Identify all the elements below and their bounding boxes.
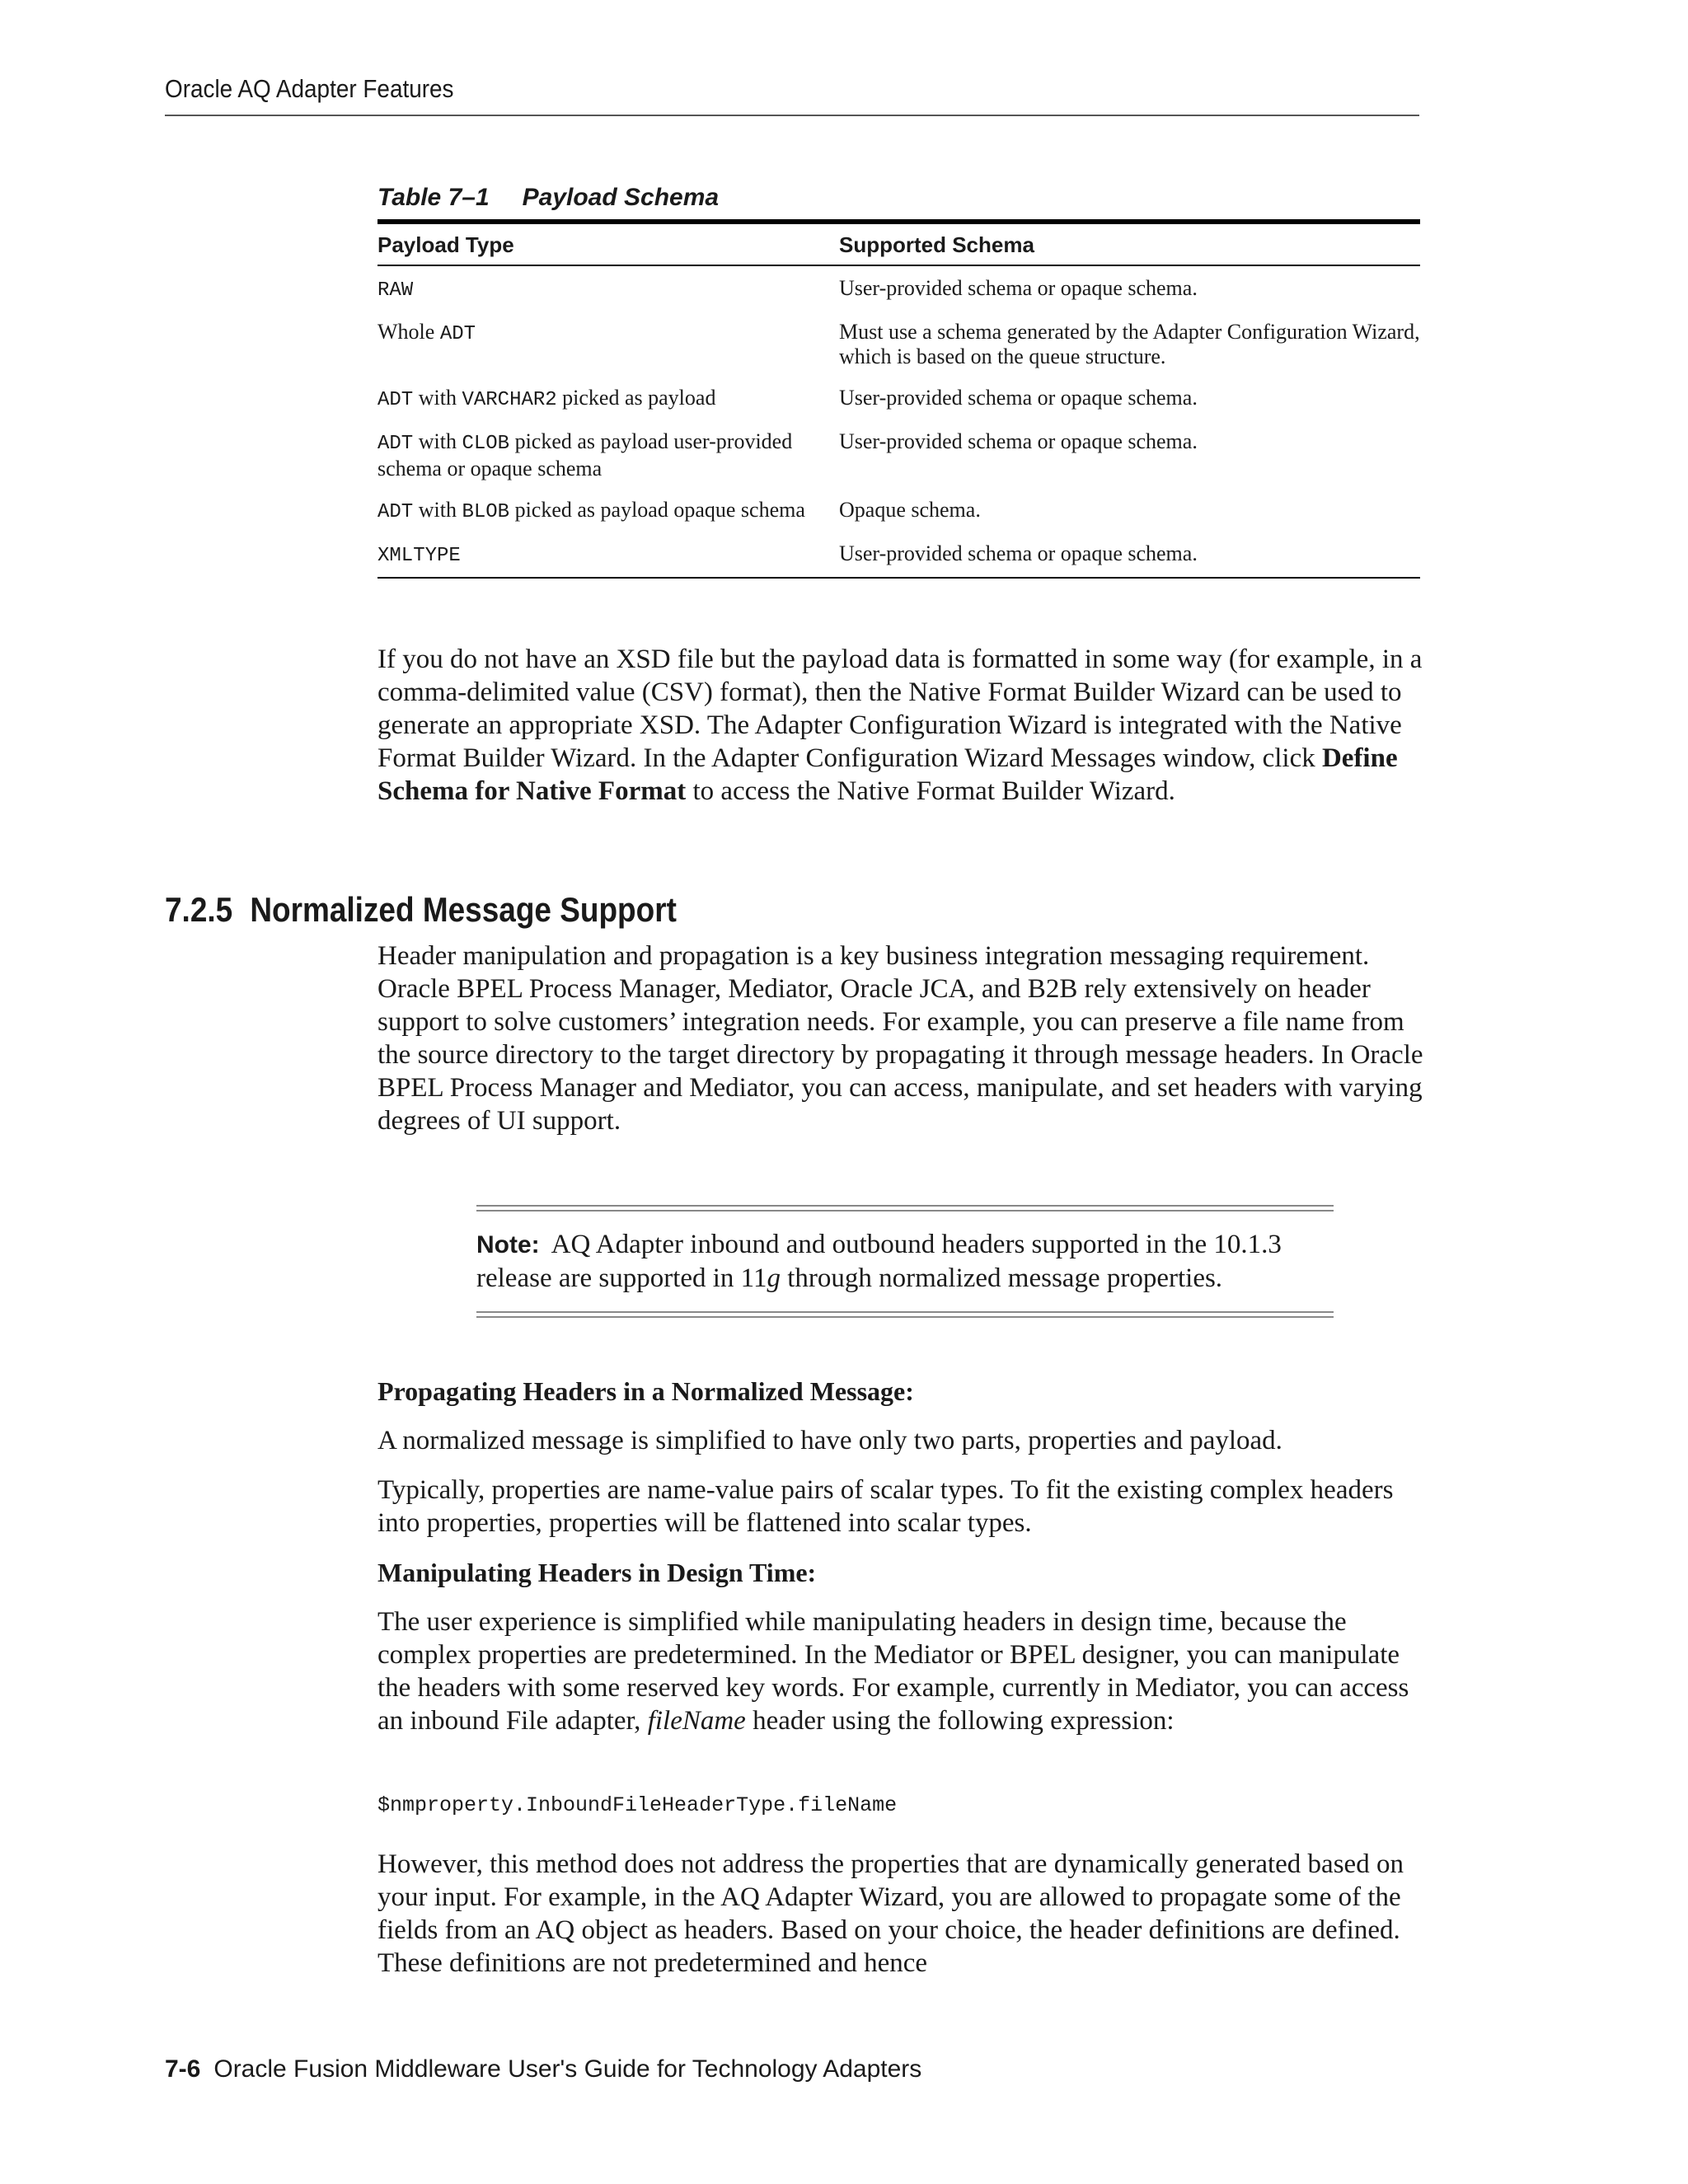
table-row [377, 312, 1420, 377]
page-footer [165, 2055, 921, 2083]
cell-payload-type [377, 533, 839, 578]
text-fragment: to access the Native Format Builder Wizard. [686, 776, 1175, 806]
code-term: XMLTYPE [377, 545, 461, 567]
manipulating-paragraph-1 [377, 1605, 1424, 1737]
text-fragment: Whole [377, 320, 440, 344]
code-term: RAW [377, 279, 414, 302]
text-fragment: If you do not have an XSD file but the payload data is formatted in some way (for example, in a comma-delimited value (CSV) format), then the Native Format Builder Wizard can be used to generate an appropriate XSD. The Adapter Configuration Wizard is integrated with the Native Format Builder Wizard. In the Adapter Configuration Wizard Messages window, click [377, 644, 1423, 773]
propagating-paragraph-2: Typically, properties are name-value pairs of scalar types. To fit the existing complex headers into properties, properties will be flattened into scalar types. [377, 1475, 1394, 1538]
table-caption [377, 184, 719, 212]
code-term: ADT [377, 389, 414, 411]
cell-supported-schema: Must use a schema generated by the Adapter Configuration Wizard, which is based on the queue structure. [839, 320, 1420, 368]
propagating-heading: Propagating Headers in a Normalized Message: [377, 1376, 914, 1406]
code-term: VARCHAR2 [462, 389, 557, 411]
cell-supported-schema: User-provided schema or opaque schema. [839, 276, 1198, 300]
table-header-row [377, 222, 1420, 265]
code-term: CLOB [462, 433, 510, 455]
column-header-supported-schema: Supported Schema [839, 222, 1420, 265]
payload-schema-table [377, 219, 1420, 579]
table-row [377, 265, 1420, 312]
intro-paragraph [377, 643, 1424, 808]
column-header-payload-type: Payload Type [377, 222, 839, 265]
code-term: ADT [377, 433, 414, 455]
cell-supported-schema: Opaque schema. [839, 498, 981, 522]
text-fragment: picked as payload user-provided schema or opaque schema [377, 429, 793, 480]
text-fragment-italic: g [767, 1263, 781, 1293]
table-caption-title: Payload Schema [522, 184, 720, 211]
note-box [476, 1205, 1334, 1318]
text-fragment: AQ Adapter inbound and outbound headers supported in the 10.1.3 release are supported in 11 [476, 1230, 1282, 1293]
section-heading [165, 890, 677, 930]
table-row [377, 377, 1420, 421]
table-row [377, 533, 1420, 578]
text-fragment: through normalized message properties. [780, 1263, 1223, 1293]
manipulating-heading: Manipulating Headers in Design Time: [377, 1558, 817, 1587]
footer-page-number: 7-6 [165, 2055, 201, 2083]
cell-supported-schema: User-provided schema or opaque schema. [839, 386, 1198, 410]
table-row [377, 421, 1420, 490]
table-row [377, 490, 1420, 533]
header-rule [165, 115, 1419, 116]
code-term: ADT [377, 501, 414, 523]
manipulating-paragraph-2: However, this method does not address the properties that are dynamically generated based on your input. For example, in the AQ Adapter Wizard, you are allowed to propagate some of the fields from an AQ object as headers. Based on your choice, the header definitions are defined. These definitions are not predetermined and hence [377, 1849, 1404, 1978]
note-text [476, 1212, 1334, 1311]
text-fragment: with [413, 386, 462, 410]
footer-title: Oracle Fusion Middleware User's Guide for Technology Adapters [213, 2055, 922, 2083]
running-header: Oracle AQ Adapter Features [165, 74, 454, 103]
text-fragment-italic: fileName [647, 1706, 746, 1736]
code-term: BLOB [462, 501, 510, 523]
text-fragment: header using the following expression: [745, 1706, 1175, 1736]
cell-payload-type [377, 265, 839, 312]
cell-payload-type [377, 421, 839, 490]
section-title: Normalized Message Support [250, 890, 677, 929]
propagating-paragraph-1: A normalized message is simplified to have only two parts, properties and payload. [377, 1426, 1282, 1455]
section-number: 7.2.5 [165, 890, 233, 929]
text-fragment: with [413, 498, 462, 522]
section-paragraph: Header manipulation and propagation is a key business integration messaging requirement. Oracle BPEL Process Manager, Mediator, Oracle JCA, and B2B rely extensively on header support to solve customers’ integration needs. For example, you can preserve a file name from the source directory to the target directory by propagating it through message headers. In Oracle BPEL Process Manager and Mediator, you can access, manipulate, and set headers with varying degrees of UI support. [377, 941, 1423, 1136]
text-fragment: picked as payload opaque schema [509, 498, 805, 522]
cell-payload-type [377, 377, 839, 421]
note-top-rule [476, 1205, 1334, 1212]
note-bottom-rule [476, 1311, 1334, 1318]
cell-supported-schema: User-provided schema or opaque schema. [839, 429, 1198, 453]
cell-payload-type [377, 490, 839, 533]
text-fragment: The user experience is simplified while manipulating headers in design time, because the complex properties are predetermined. In the Mediator or BPEL designer, you can manipulate the headers with some reserved key words. For example, currently in Mediator, you can access an inbound File adapter, [377, 1607, 1409, 1736]
code-term: ADT [439, 323, 476, 345]
code-expression: $nmproperty.InboundFileHeaderType.fileName [377, 1793, 898, 1817]
cell-supported-schema: User-provided schema or opaque schema. [839, 541, 1198, 565]
cell-payload-type [377, 312, 839, 377]
note-label: Note: [476, 1231, 540, 1258]
text-fragment: picked as payload [556, 386, 716, 410]
ui-term-define-schema: Define Schema for Native Format [377, 743, 1398, 806]
table-caption-number: Table 7–1 [377, 184, 490, 211]
text-fragment: with [413, 429, 462, 453]
